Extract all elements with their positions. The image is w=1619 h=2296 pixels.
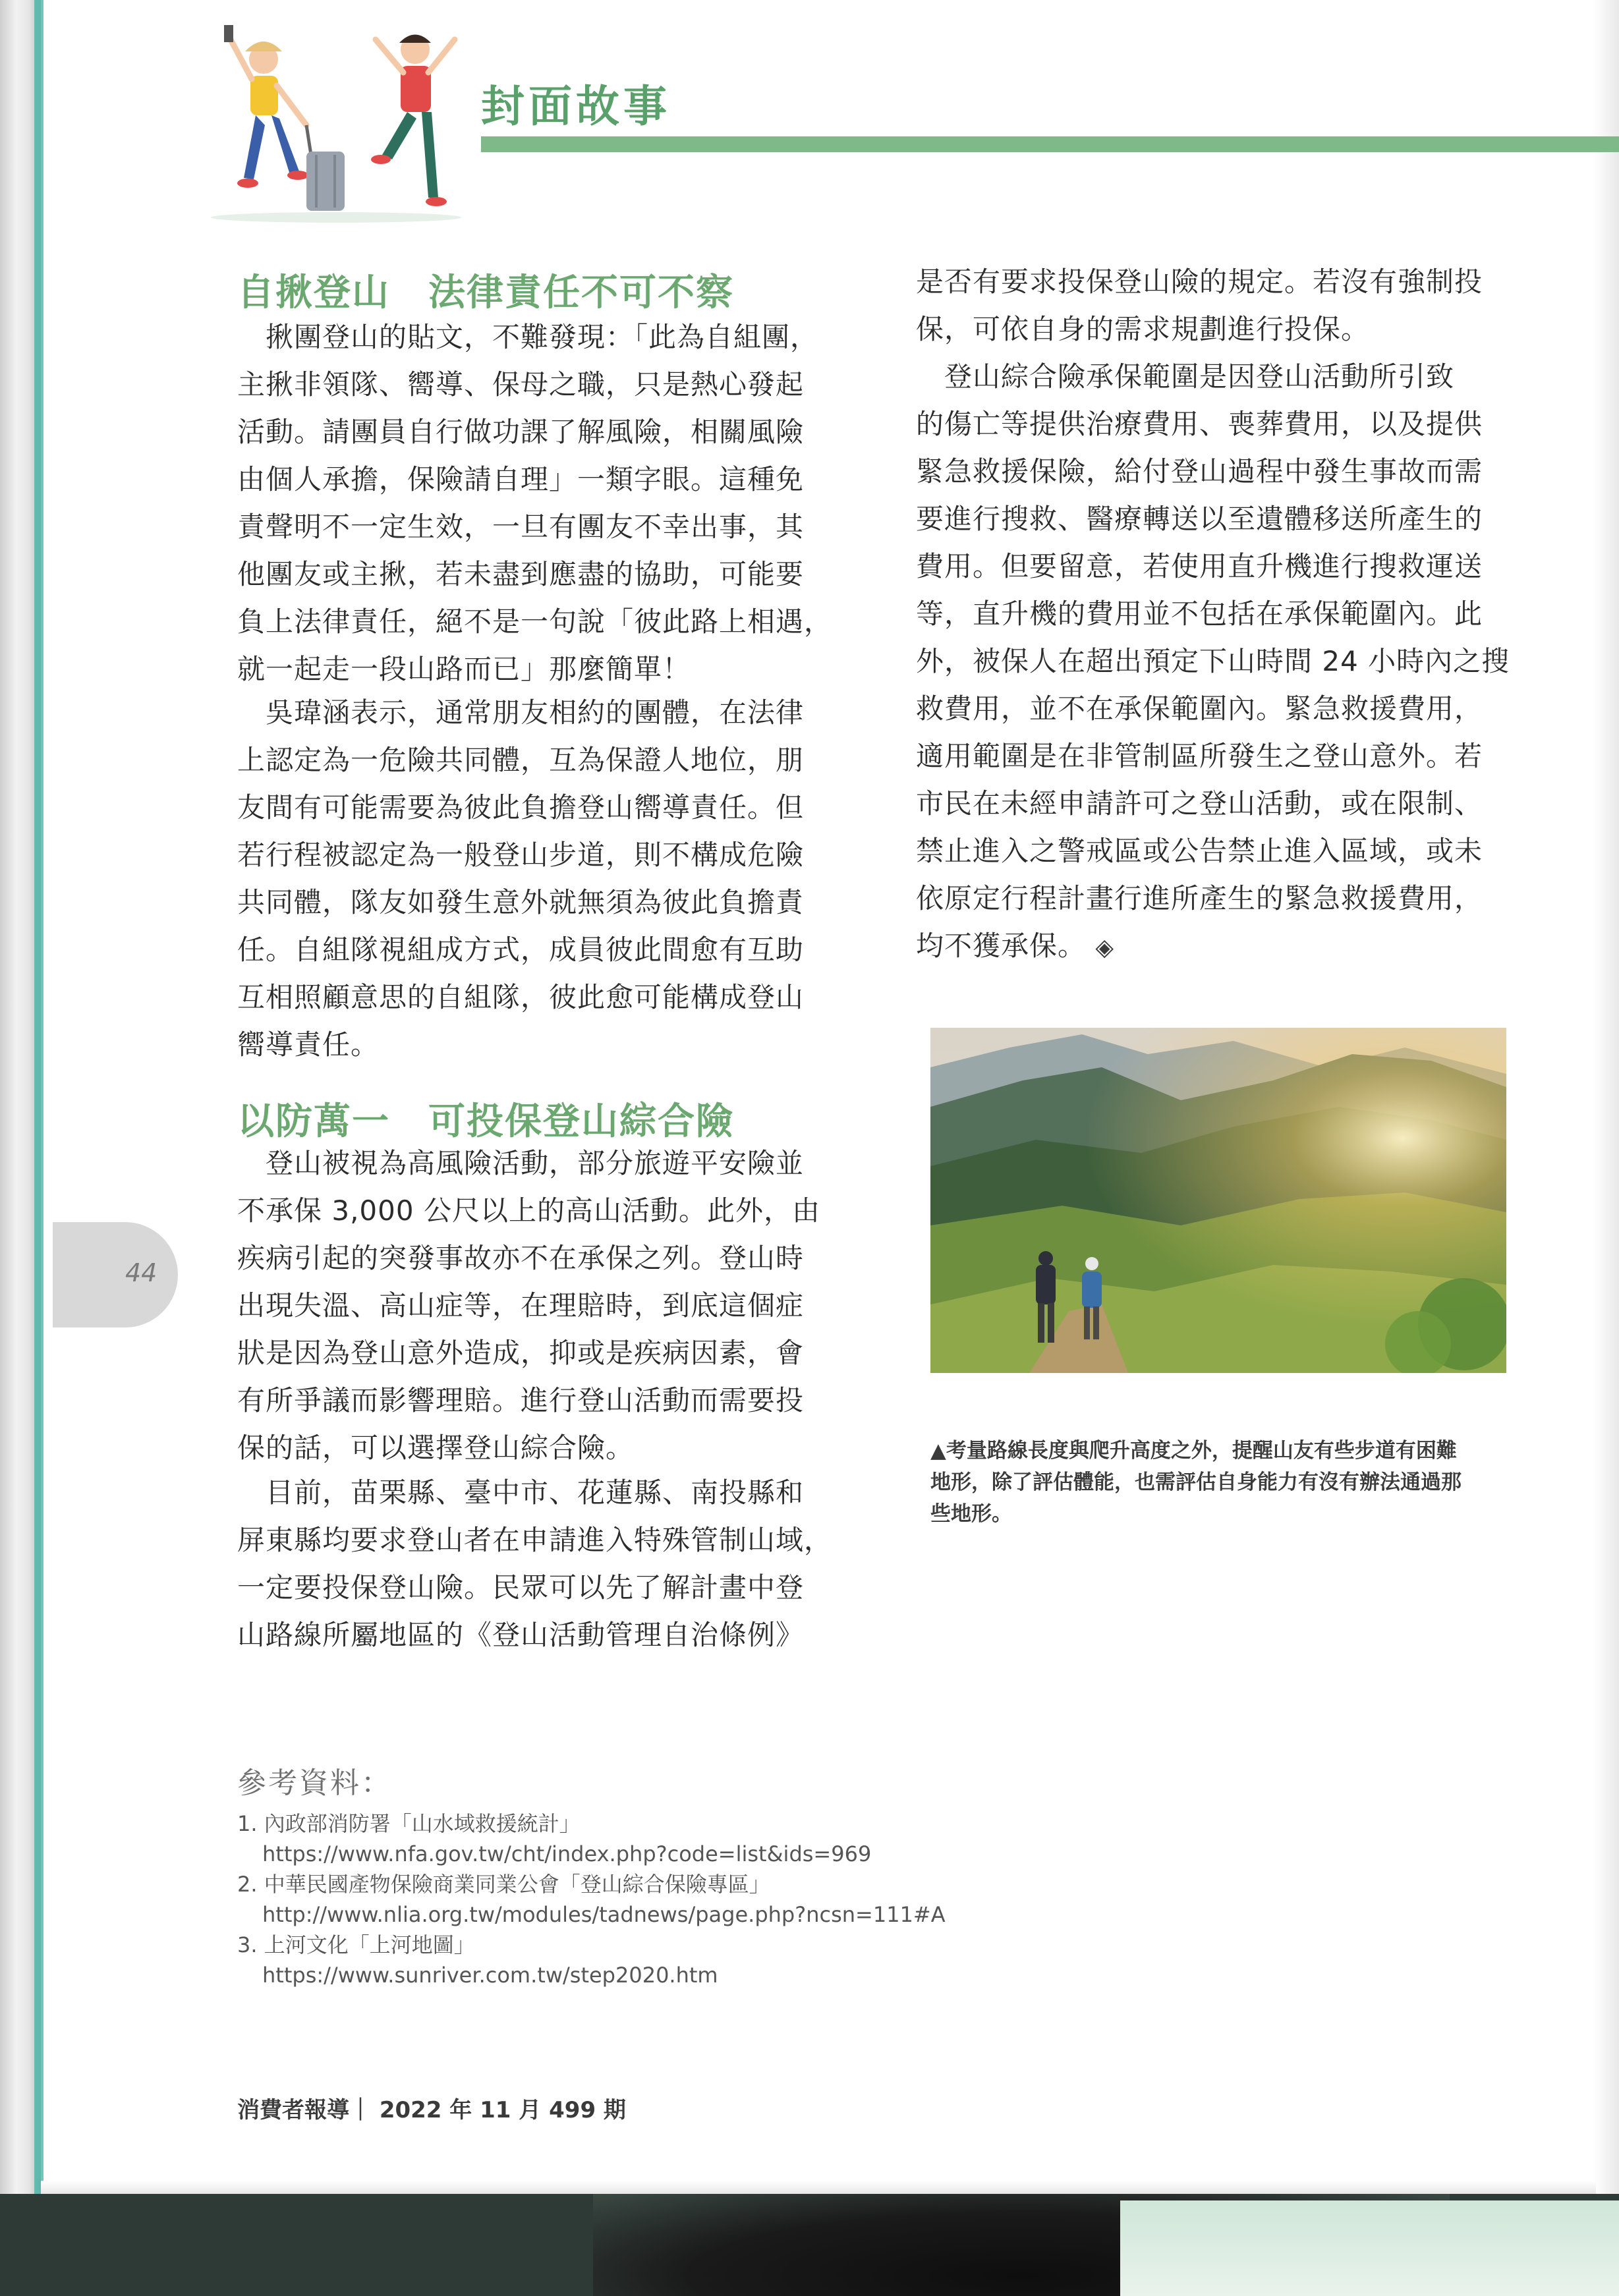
left-paragraph-2 <box>237 689 804 1069</box>
text-line: 屏東縣均要求登山者在申請進入特殊管制山域， <box>237 1524 833 1556</box>
text-line: 責聲明不一定生效，一旦有團友不幸出事，其 <box>237 511 805 543</box>
text-line: 是否有要求投保登山險的規定。若沒有強制投 <box>916 266 1483 298</box>
text-line: 均不獲承保。 <box>916 930 1087 962</box>
text-line: 保，可依自身的需求規劃進行投保。 <box>916 313 1370 345</box>
text-line: 的傷亡等提供治療費用、喪葬費用，以及提供 <box>916 408 1483 440</box>
photo-caption <box>930 1435 1523 1530</box>
text-line: 疾病引起的突發事故亦不在承保之列。登山時 <box>237 1242 805 1274</box>
left-paragraph-1 <box>237 314 832 693</box>
reference-label: 2. 中華民國產物保險商業同業公會「登山綜合保險專區」 <box>237 1872 770 1897</box>
text-line: 不承保 3,000 公尺以上的高山活動。此外，由 <box>237 1194 820 1227</box>
text-line: 緊急救援保險，給付登山過程中發生事故而需 <box>916 455 1483 488</box>
reference-url[interactable]: https://www.sunriver.com.tw/step2020.htm <box>262 1963 718 1988</box>
caption-line: 些地形。 <box>930 1502 1012 1526</box>
heading-insurance: 以防萬一 可投保登山綜合險 <box>237 1100 734 1143</box>
heading-self-organized-climbing: 自揪登山 法律責任不可不察 <box>237 271 734 314</box>
text-line: 目前，苗栗縣、臺中市、花蓮縣、南投縣和 <box>237 1476 805 1509</box>
text-line: 費用。但要留意，若使用直升機進行搜救運送 <box>916 550 1483 582</box>
page-edge-teal <box>34 0 43 2194</box>
reference-url[interactable]: http://www.nlia.org.tw/modules/tadnews/page.php?ncsn=111#A <box>262 1902 946 1927</box>
end-mark-icon: ◈ <box>1095 934 1115 961</box>
left-paragraph-3 <box>237 1140 820 1472</box>
text-line: 負上法律責任，絕不是一句說「彼此路上相遇， <box>237 605 833 638</box>
reference-url[interactable]: https://www.nfa.gov.tw/cht/index.php?code=list&ids=969 <box>262 1841 872 1866</box>
text-line: 登山被視為高風險活動，部分旅遊平安險並 <box>237 1147 805 1179</box>
text-line: 吳瑋涵表示，通常朋友相約的團體，在法律 <box>237 696 805 729</box>
text-line: 有所爭議而影響理賠。進行登山活動而需要投 <box>237 1384 805 1416</box>
text-line: 登山綜合險承保範圍是因登山活動所引致 <box>916 360 1455 393</box>
page-number: 44 <box>125 1258 157 1287</box>
text-line: 主揪非領隊、嚮導、保母之職，只是熱心發起 <box>237 368 805 401</box>
right-paragraph-2 <box>916 353 1510 972</box>
mountain-hikers-photo <box>930 1028 1506 1373</box>
text-line: 上認定為一危險共同體，互為保證人地位，朋 <box>237 744 805 776</box>
text-line: 等，直升機的費用並不包括在承保範圍內。此 <box>916 598 1483 630</box>
caption-line: ▲考量路線長度與爬升高度之外，提醒山友有些步道有困難 <box>930 1439 1457 1463</box>
left-paragraph-4 <box>237 1469 832 1659</box>
text-line: 出現失溫、高山症等，在理賠時，到底這個症 <box>237 1289 805 1322</box>
page-number-tab <box>53 1222 178 1328</box>
text-line: 要進行搜救、醫療轉送以至遺體移送所產生的 <box>916 503 1483 535</box>
section-title-bar <box>481 136 1619 152</box>
references-list <box>237 1808 946 1990</box>
text-line: 市民在未經申請許可之登山活動，或在限制、 <box>916 787 1483 820</box>
text-line: 共同體，隊友如發生意外就無須為彼此負擔責 <box>237 886 805 918</box>
text-line: 他團友或主揪，若未盡到應盡的協助，可能要 <box>237 558 805 590</box>
section-title: 封面故事 <box>481 81 671 132</box>
text-line: 若行程被認定為一般登山步道，則不構成危險 <box>237 839 805 871</box>
text-line: 由個人承擔，保險請自理」一類字眼。這種免 <box>237 463 805 495</box>
text-line: 就一起走一段山路而已」那麼簡單！ <box>237 653 691 685</box>
text-line: 禁止進入之警戒區或公告禁止進入區域，或未 <box>916 835 1483 867</box>
text-line: 嚮導責任。 <box>237 1028 380 1061</box>
reference-label: 3. 上河文化「上河地圖」 <box>237 1932 475 1957</box>
travelers-illustration <box>198 13 474 224</box>
text-line: 狀是因為登山意外造成，抑或是疾病因素，會 <box>237 1337 805 1369</box>
text-line: 互相照顧意思的自組隊，彼此愈可能構成登山 <box>237 981 805 1013</box>
text-line: 保的話，可以選擇登山綜合險。 <box>237 1432 635 1464</box>
text-line: 救費用，並不在承保範圍內。緊急救援費用， <box>916 692 1483 725</box>
text-line: 山路線所屬地區的《登山活動管理自治條例》 <box>237 1619 805 1651</box>
text-line: 依原定行程計畫行進所產生的緊急救援費用， <box>916 882 1483 914</box>
text-line: 一定要投保登山險。民眾可以先了解計畫中登 <box>237 1571 805 1604</box>
text-line: 適用範圍是在非管制區所發生之登山意外。若 <box>916 740 1483 772</box>
page-edge-right <box>1593 0 1619 2296</box>
caption-line: 地形，除了評估體能，也需評估自身能力有沒有辦法通過那 <box>930 1470 1462 1494</box>
scan-background-light <box>1120 2200 1619 2296</box>
text-line: 活動。請團員自行做功課了解風險，相關風險 <box>237 416 805 448</box>
magazine-footer: 消費者報導｜ 2022 年 11 月 499 期 <box>237 2097 626 2123</box>
text-line: 任。自組隊視組成方式，成員彼此間愈有互助 <box>237 934 805 966</box>
text-line: 友間有可能需要為彼此負擔登山嚮導責任。但 <box>237 791 805 824</box>
text-line: 揪團登山的貼文，不難發現：「此為自組團， <box>237 321 819 353</box>
reference-label: 1. 內政部消防署「山水域救援統計」 <box>237 1811 581 1836</box>
right-paragraph-1 <box>916 258 1483 353</box>
text-line-end <box>916 922 1510 972</box>
references-title: 參考資料： <box>237 1766 392 1800</box>
text-line: 外，被保人在超出預定下山時間 24 小時內之搜 <box>916 645 1510 677</box>
